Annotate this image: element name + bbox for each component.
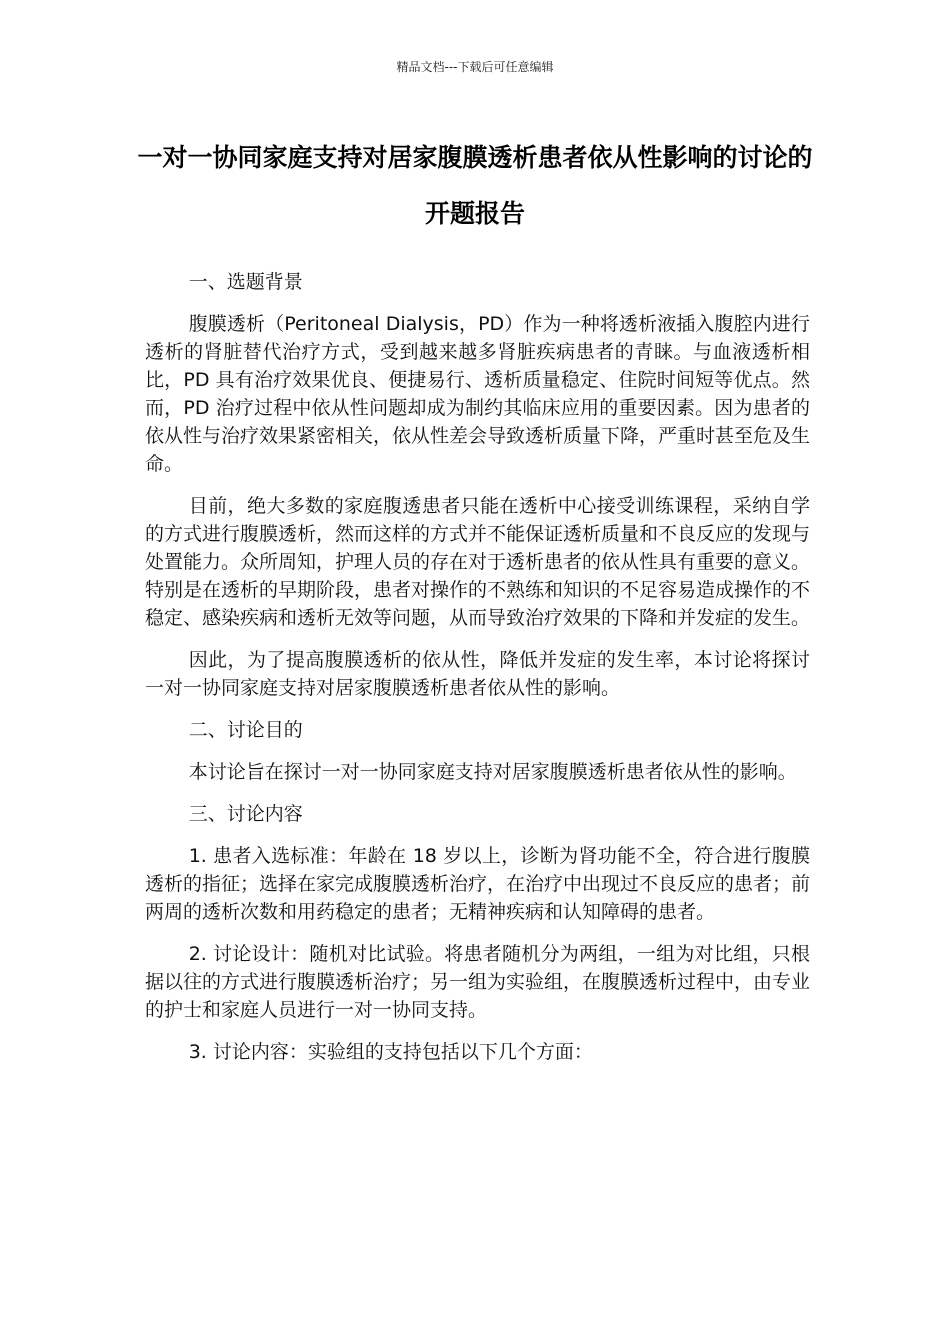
paragraph-content-3: 3. 讨论内容：实验组的支持包括以下几个方面： (188, 1041, 593, 1063)
paragraph-content-2: 2. 讨论设计：随机对比试验。将患者随机分为两组，一组为对比组，只根据以往的方式进行腹膜透析治疗；另一组为实验组，在腹膜透析过程中，由专业的护士和家庭人员进行一对一协同支持。 (145, 943, 811, 1021)
paragraph-background-3: 因此，为了提高腹膜透析的依从性，降低并发症的发生率，本讨论将探讨一对一协同家庭支持对居家腹膜透析患者依从性的影响。 (145, 649, 810, 699)
document-body (145, 268, 810, 1080)
section-heading-content: 三、讨论内容 (188, 803, 303, 825)
header-note: 精品文档---下载后可任意编辑 (396, 60, 554, 74)
paragraph-background-1: 腹膜透析（Peritoneal Dialysis，PD）作为一种将透析液插入腹腔内进行透析的肾脏替代治疗方式，受到越来越多肾脏疾病患者的青睐。与血液透析相比，PD 具有治疗效果优良、便捷易行、透析质量稳定、住院时间短等优点。然而，PD 治疗过程中依从性问题却成为制约其临床应用的重要因素。因为患者的依从性与治疗效果紧密相关，依从性差会导致透析质量下降，严重时甚至危及生命。 (145, 313, 811, 475)
section-heading-purpose: 二、讨论目的 (188, 719, 303, 741)
document-title: 一对一协同家庭支持对居家腹膜透析患者依从性影响的讨论的开题报告 (137, 143, 813, 228)
paragraph-background-2: 目前，绝大多数的家庭腹透患者只能在透析中心接受训练课程，采纳自学的方式进行腹膜透析，然而这样的方式并不能保证透析质量和不良反应的发现与处置能力。众所周知，护理人员的存在对于透析患者的依从性具有重要的意义。特别是在透析的早期阶段，患者对操作的不熟练和知识的不足容易造成操作的不稳定、感染疾病和透析无效等问题，从而导致治疗效果的下降和并发症的发生。 (145, 495, 811, 629)
paragraph-purpose: 本讨论旨在探讨一对一协同家庭支持对居家腹膜透析患者依从性的影响。 (188, 761, 797, 783)
section-heading-background: 一、选题背景 (188, 271, 303, 293)
paragraph-content-1: 1. 患者入选标准：年龄在 18 岁以上，诊断为肾功能不全，符合进行腹膜透析的指征；选择在家完成腹膜透析治疗，在治疗中出现过不良反应的患者；前两周的透析次数和用药稳定的患者；无精神疾病和认知障碍的患者。 (145, 845, 811, 923)
